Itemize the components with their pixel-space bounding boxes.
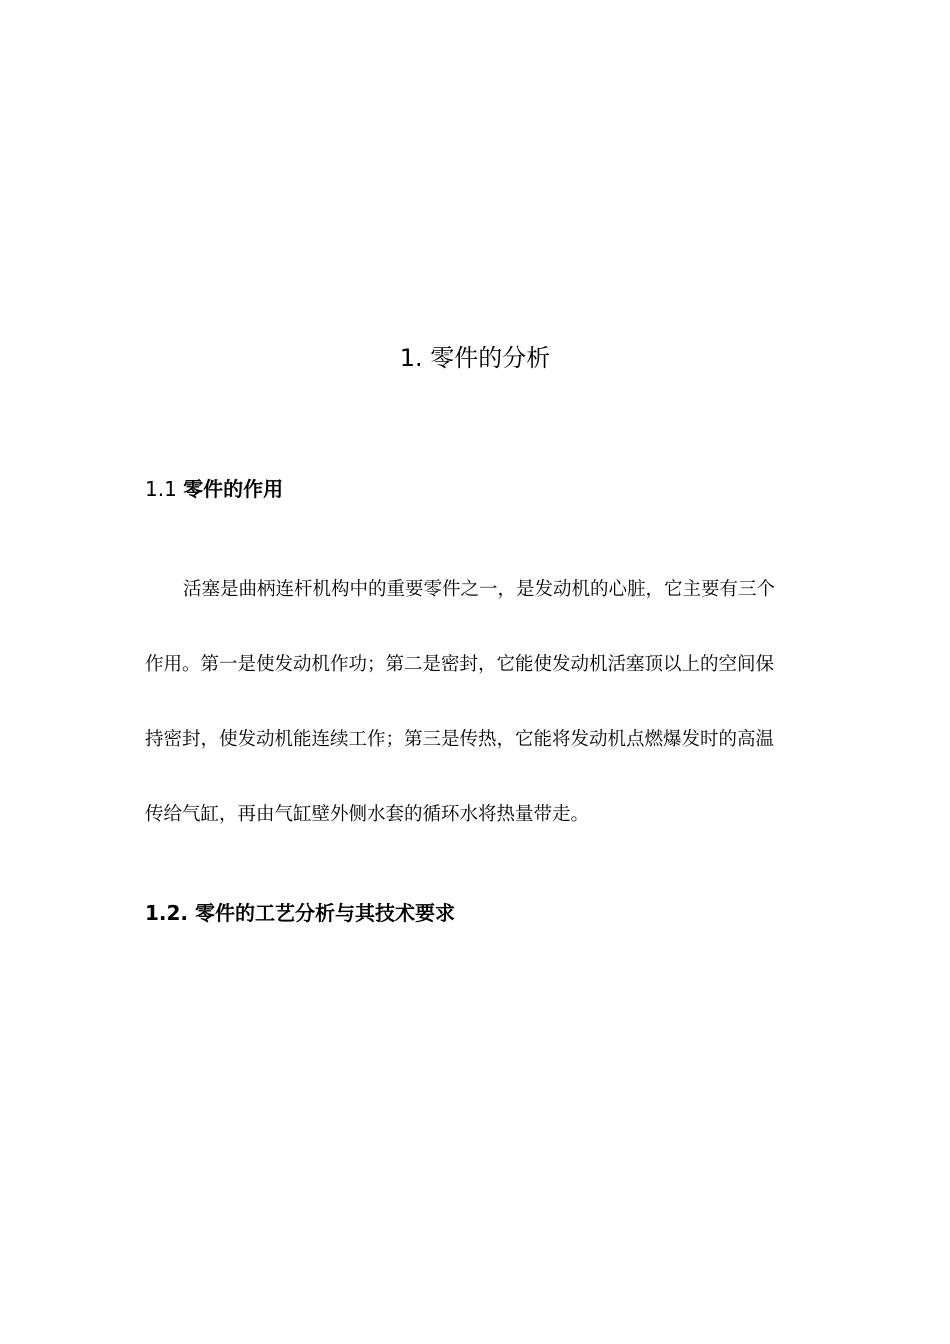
- section-heading-1-2: [145, 898, 455, 928]
- paragraph-line: 活塞是曲柄连杆机构中的重要零件之一，是发动机的心脏，它主要有三个: [183, 579, 776, 600]
- section-heading-1-1: [145, 474, 283, 504]
- section-title: 零件的作用: [183, 477, 284, 501]
- paragraph-line: 作用。第一是使发动机作功；第二是密封，它能使发动机活塞顶以上的空间保: [145, 654, 775, 675]
- section-title: 零件的工艺分析与其技术要求: [195, 901, 455, 925]
- section-number: 1.1: [145, 477, 184, 501]
- chapter-title: 1. 零件的分析: [399, 344, 551, 372]
- paragraph-line: 持密封，使发动机能连续工作；第三是传热，它能将发动机点燃爆发时的高温: [145, 729, 775, 750]
- section-number: 1.2.: [145, 901, 195, 925]
- paragraph-line: 传给气缸，再由气缸壁外侧水套的循环水将热量带走。: [145, 804, 590, 825]
